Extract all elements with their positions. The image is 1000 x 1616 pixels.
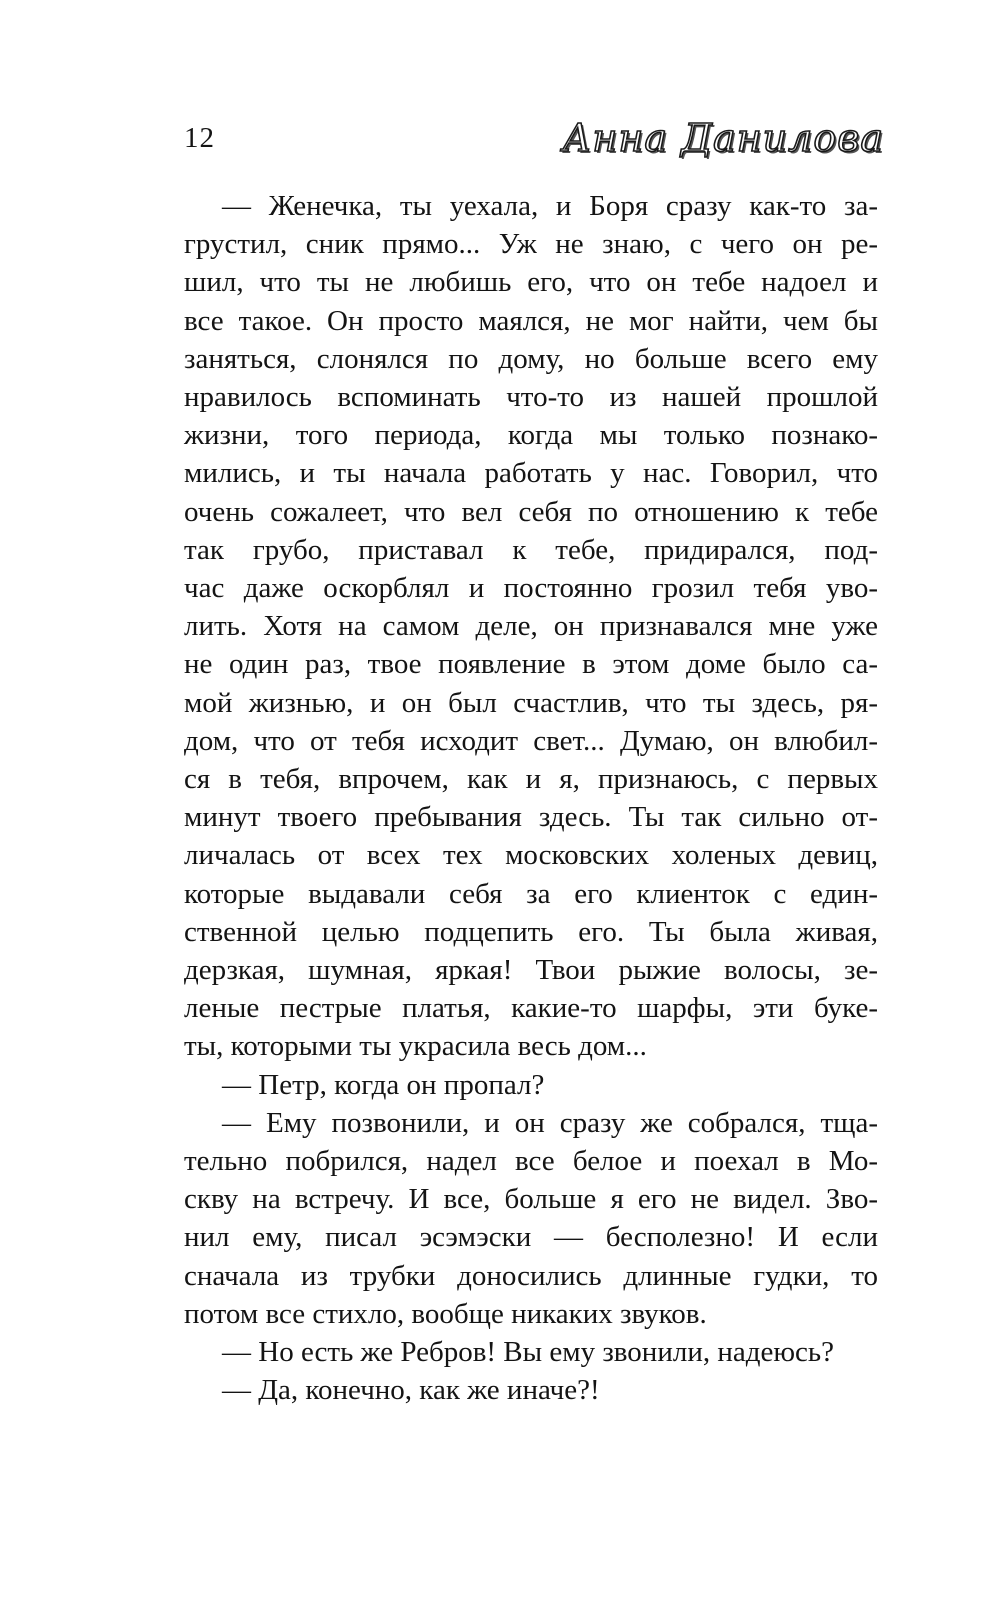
text-line: час даже оскорблял и постоянно грозил тебя уво- <box>184 572 878 605</box>
text-line: ся в тебя, впрочем, как и я, признаюсь, с первых <box>184 763 878 796</box>
text-line: минут твоего пребывания здесь. Ты так сильно от- <box>184 801 878 834</box>
text-line: все такое. Он просто маялся, не мог найти, чем бы <box>184 304 878 337</box>
text-line: мились, и ты начала работать у нас. Говорил, что <box>184 457 878 490</box>
text-line: так грубо, приставал к тебе, придирался, под- <box>184 533 878 566</box>
text-line: леные пестрые платья, какие-то шарфы, эти буке- <box>184 992 878 1025</box>
text-line: очень сожалеет, что вел себя по отношению к тебе <box>184 495 878 528</box>
text-line: потом все стихло, вообще никаких звуков. <box>184 1297 707 1330</box>
text-line: — Да, конечно, как же иначе?! <box>222 1374 600 1407</box>
text-line: шил, что ты не любишь его, что он тебе надоел и <box>184 266 878 299</box>
running-head-author: Анна Данилова <box>562 116 884 160</box>
text-line: нил ему, писал эсэмэски — бесполезно! И если <box>184 1221 878 1254</box>
text-line: дом, что от тебя исходит свет... Думаю, он влюбил- <box>184 724 878 757</box>
text-line: тельно побрился, надел все белое и поехал в Мо- <box>184 1145 878 1178</box>
page-header <box>184 116 884 176</box>
text-line: — Ему позвонили, и он сразу же собрался, тща- <box>222 1106 878 1139</box>
page-number: 12 <box>184 122 215 154</box>
text-line: мой жизнью, и он был счастлив, что ты здесь, ря- <box>184 686 878 719</box>
text-line: — Но есть же Ребров! Вы ему звонили, надеюсь? <box>222 1336 834 1369</box>
text-line: — Петр, когда он пропал? <box>222 1068 545 1101</box>
text-line: скву на встречу. И все, больше я его не видел. Зво- <box>184 1183 878 1216</box>
text-line: дерзкая, шумная, яркая! Твои рыжие волосы, зе- <box>184 954 878 987</box>
text-line: ственной целью подцепить его. Ты была живая, <box>184 915 878 948</box>
text-line: заняться, слонялся по дому, но больше всего ему <box>184 342 878 375</box>
text-line: личалась от всех тех московских холеных девиц, <box>184 839 878 872</box>
text-line: — Женечка, ты уехала, и Боря сразу как-то за- <box>222 190 878 222</box>
text-line: грустил, сник прямо... Уж не знаю, с чего он ре- <box>184 228 878 261</box>
text-line: лить. Хотя на самом деле, он признавался мне уже <box>184 610 878 643</box>
text-line: сначала из трубки доносились длинные гудки, то <box>184 1259 878 1292</box>
text-line: ты, которыми ты украсила весь дом... <box>184 1030 647 1063</box>
text-line: не один раз, твое появление в этом доме было са- <box>184 648 878 681</box>
text-line: жизни, того периода, когда мы только познако- <box>184 419 878 452</box>
text-line: нравилось вспоминать что-то из нашей прошлой <box>184 381 878 414</box>
text-body <box>184 187 878 1410</box>
text-line: которые выдавали себя за его клиенток с един- <box>184 877 878 910</box>
